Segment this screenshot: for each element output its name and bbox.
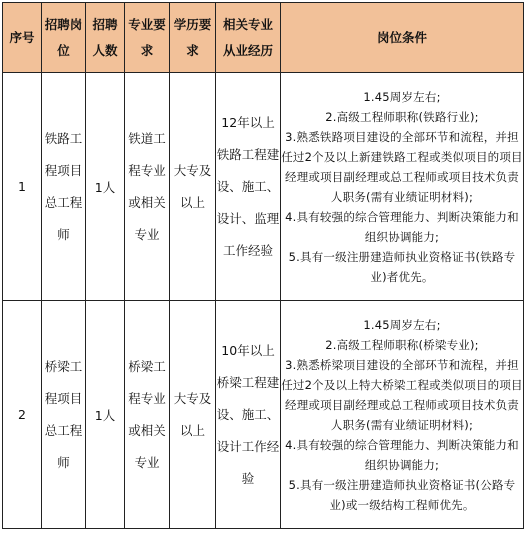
requirement-line: 2.高级工程师职称(桥梁专业); xyxy=(325,337,479,352)
row-education: 大专及以上 xyxy=(170,73,216,301)
requirement-line: 3.熟悉桥梁项目建设的全部环节和流程，并担任过2个及以上特大桥梁工程或类似项目的项目经理或项目副经理或总工程师或项目技术负责人职务(需有业绩证明材料); xyxy=(281,357,523,432)
row-position: 铁路工程项目总工程师 xyxy=(42,73,86,301)
requirement-line: 5.具有一级注册建造师执业资格证书(公路专业)或一级结构工程师优先。 xyxy=(288,477,516,512)
row-requirements xyxy=(281,301,524,529)
header-education: 学历要求 xyxy=(170,3,216,73)
row-education: 大专及以上 xyxy=(170,301,216,529)
table-row xyxy=(3,73,524,301)
requirement-line: 3.熟悉铁路项目建设的全部环节和流程，并担任过2个及以上新建铁路工程或类似项目的项目经理或项目副经理或总工程师或项目技术负责人职务(需有业绩证明材料); xyxy=(281,129,523,204)
row-count: 1人 xyxy=(86,301,125,529)
row-count: 1人 xyxy=(86,73,125,301)
requirement-line: 5.具有一级注册建造师执业资格证书(铁路专业)者优先。 xyxy=(288,249,516,284)
requirement-line: 4.具有较强的综合管理能力、判断决策能力和组织协调能力; xyxy=(285,437,519,472)
table-header xyxy=(3,3,524,73)
requirement-line: 2.高级工程师职称(铁路行业); xyxy=(325,109,479,124)
requirement-line: 1.45周岁左右; xyxy=(363,89,441,104)
row-index: 2 xyxy=(3,301,42,529)
requirement-line: 4.具有较强的综合管理能力、判断决策能力和组织协调能力; xyxy=(285,209,519,244)
table-row xyxy=(3,301,524,529)
row-requirements xyxy=(281,73,524,301)
row-experience: 10年以上桥梁工程建设、施工、设计工作经验 xyxy=(216,301,281,529)
header-row xyxy=(3,3,524,73)
recruitment-table xyxy=(2,2,524,529)
row-major: 铁道工程专业或相关专业 xyxy=(125,73,170,301)
row-major: 桥梁工程专业或相关专业 xyxy=(125,301,170,529)
row-position: 桥梁工程项目总工程师 xyxy=(42,301,86,529)
row-experience: 12年以上铁路工程建设、施工、设计、监理工作经验 xyxy=(216,73,281,301)
table-body xyxy=(3,73,524,529)
header-requirements: 岗位条件 xyxy=(281,3,524,73)
header-count: 招聘人数 xyxy=(86,3,125,73)
header-major: 专业要求 xyxy=(125,3,170,73)
requirement-line: 1.45周岁左右; xyxy=(363,317,441,332)
header-position: 招聘岗位 xyxy=(42,3,86,73)
row-index: 1 xyxy=(3,73,42,301)
header-experience: 相关专业从业经历 xyxy=(216,3,281,73)
header-index: 序号 xyxy=(3,3,42,73)
